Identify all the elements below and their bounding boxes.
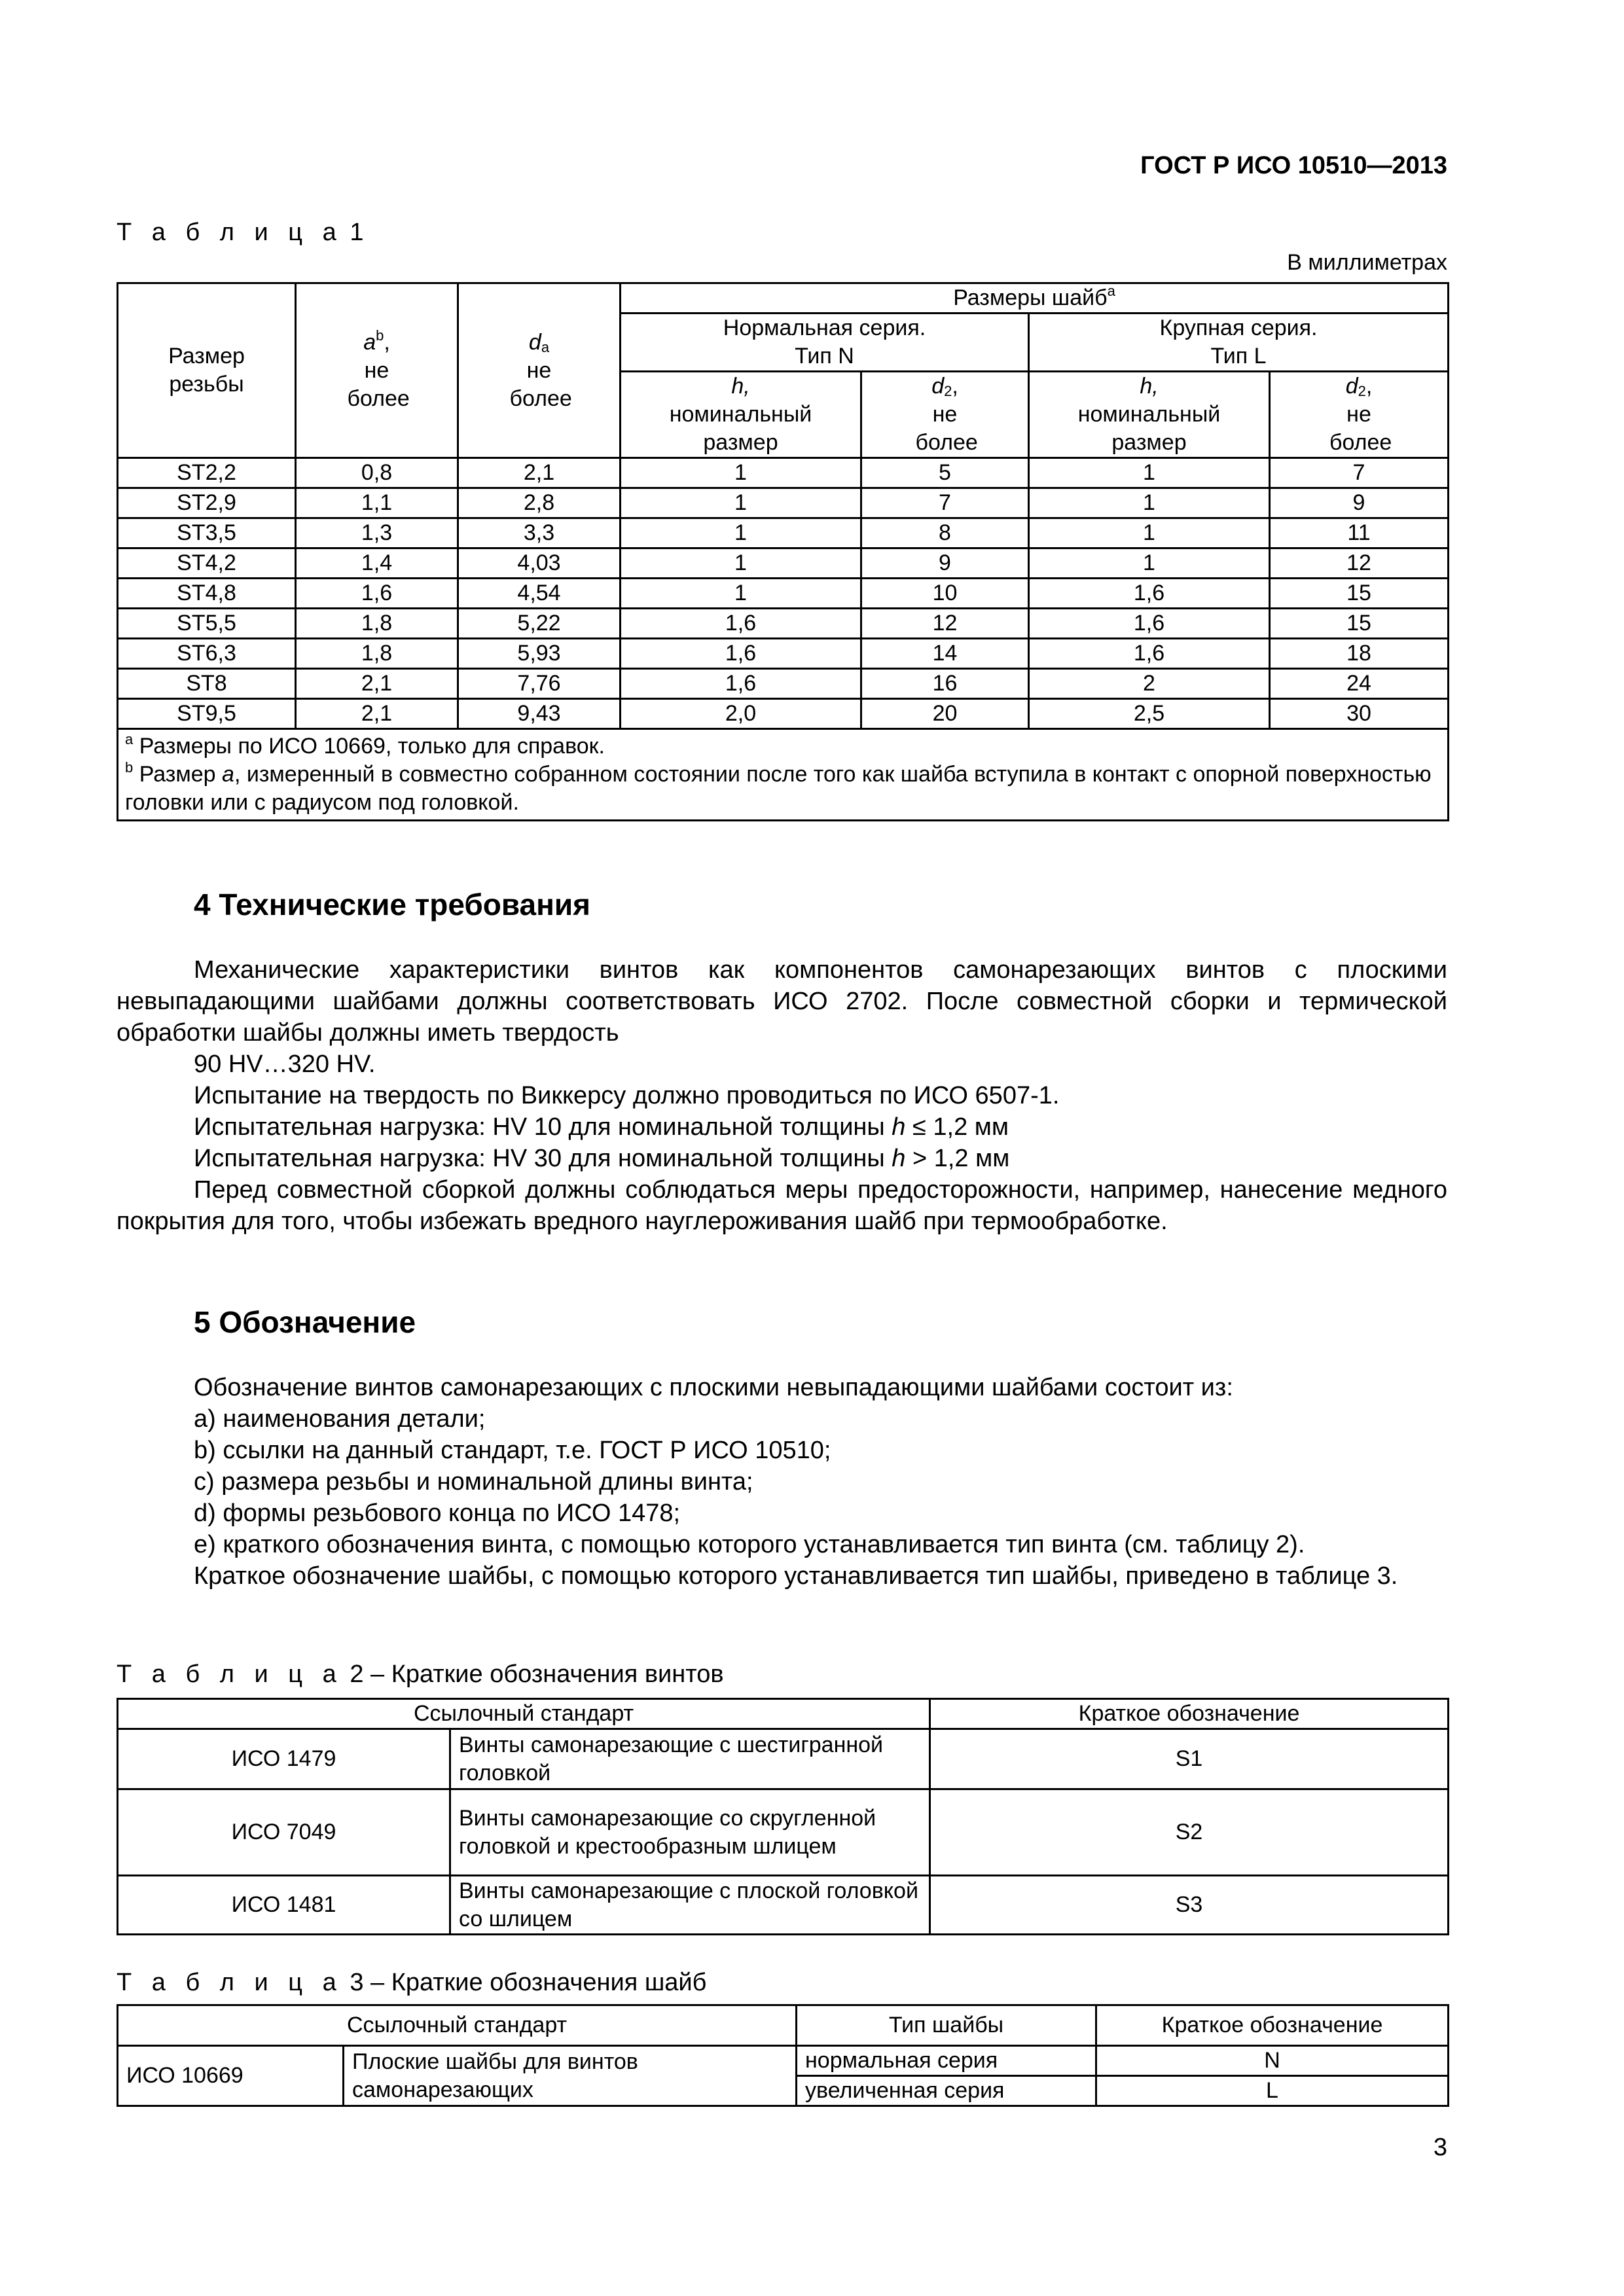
th-d2-normal: $d_2$, не более [861, 372, 1029, 458]
list-item: b) ссылки на данный стандарт, т.е. ГОСТ Р ИСО 10510; [194, 1437, 831, 1464]
th-h-large: h, номинальный размер [1029, 372, 1270, 458]
table1-footnotes: $^a$ Размеры по ИСО 10669, только для справок. $^b$ Размер a, измеренный в совместно собранном состоянии после того как шайба вступила в контакт с опорной поверхностью головки или с радиусом под головкой. [118, 729, 1449, 821]
hardness-range: 90 HV…320 HV. [194, 1050, 376, 1078]
table-row: ST5,5 1,8 5,22 1,6 12 1,6 15 [118, 609, 1449, 639]
th-short-code: Краткое обозначение [1096, 2005, 1449, 2046]
table-row: ST2,9 1,1 2,8 1 7 1 9 [118, 488, 1449, 518]
list-item: d) формы резьбового конца по ИСО 1478; [194, 1499, 681, 1527]
th-ref-standard: Ссылочный стандарт [118, 2005, 797, 2046]
table1 [117, 282, 1449, 821]
vickers-test: Испытание на твердость по Виккерсу должно проводиться по ИСО 6507-1. [194, 1082, 1060, 1109]
section4-paragraph-last: Перед совместной сборкой должны соблюдаться меры предосторожности, например, нанесение медного покрытия для того, чтобы избежать вредного науглероживания шайб при термообработке. [117, 1176, 1447, 1235]
table2-caption: Т а б л и ц а 2 – Краткие обозначения винтов [117, 1660, 724, 1688]
table-row: ИСО 1481 Винты самонарезающие с плоской головкой со шлицем S3 [118, 1876, 1449, 1935]
th-washer-dims: Размеры шайб$^a$ [621, 283, 1449, 314]
table-row: ST4,8 1,6 4,54 1 10 1,6 15 [118, 579, 1449, 609]
table1-units: В миллиметрах [1287, 250, 1447, 275]
th-short-code: Краткое обозначение [930, 1699, 1449, 1729]
section4-paragraph-1: Механические характеристики винтов как компонентов самонарезающих винтов с плоскими невыпадающими шайбами должны соответствовать ИСО 2702. После совместной сборки и термической обработки шайбы должны иметь твердость [117, 956, 1447, 1047]
table-row: ST4,2 1,4 4,03 1 9 1 12 [118, 548, 1449, 579]
th-normal-series: Нормальная серия. Тип N [621, 314, 1029, 372]
th-ref-standard: Ссылочный стандарт [118, 1699, 930, 1729]
table-row: ИСО 1479 Винты самонарезающие с шестигранной головкой S1 [118, 1729, 1449, 1789]
list-item: e) краткого обозначения винта, с помощью которого устанавливается тип винта (см. таблицу 2). [194, 1531, 1305, 1558]
th-washer-type: Тип шайбы [797, 2005, 1096, 2046]
test-load-1: Испытательная нагрузка: HV 10 для номинальной толщины h ≤ 1,2 мм [194, 1113, 1009, 1141]
th-da: $d_a$ не более [458, 283, 621, 458]
table-row: ИСО 10669 Плоские шайбы для винтов самонарезающих нормальная серия N [118, 2046, 1449, 2076]
list-item: a) наименования детали; [194, 1405, 486, 1433]
document-header: ГОСТ Р ИСО 10510—2013 [1140, 152, 1447, 179]
table2 [117, 1698, 1449, 1935]
table-row: ST2,2 0,8 2,1 1 5 1 7 [118, 458, 1449, 488]
table-row: ST3,5 1,3 3,3 1 8 1 11 [118, 518, 1449, 548]
table-row: ST9,5 2,1 9,43 2,0 20 2,5 30 [118, 699, 1449, 729]
table3 [117, 2004, 1449, 2107]
section5-washer-paragraph: Краткое обозначение шайбы, с помощью которого устанавливается тип шайбы, приведено в таблице 3. [194, 1562, 1398, 1590]
th-h-normal: h, номинальный размер [621, 372, 861, 458]
table-row: ИСО 7049 Винты самонарезающие со скругленной головкой и крестообразным шлицем S2 [118, 1789, 1449, 1876]
th-large-series: Крупная серия. Тип L [1029, 314, 1449, 372]
section5-intro: Обозначение винтов самонарезающих с плоскими невыпадающими шайбами состоит из: [194, 1374, 1233, 1401]
table-row: ST8 2,1 7,76 1,6 16 2 24 [118, 669, 1449, 699]
th-a: $a^b$, не более [296, 283, 458, 458]
th-thread: Размер резьбы [118, 283, 296, 458]
test-load-2: Испытательная нагрузка: HV 30 для номинальной толщины h > 1,2 мм [194, 1145, 1010, 1172]
table3-caption: Т а б л и ц а 3 – Краткие обозначения шайб [117, 1969, 707, 1996]
th-d2-large: $d_2$, не более [1270, 372, 1449, 458]
table-row: ST6,3 1,8 5,93 1,6 14 1,6 18 [118, 639, 1449, 669]
list-item: c) размера резьбы и номинальной длины винта; [194, 1468, 753, 1496]
page-number: 3 [1433, 2134, 1447, 2161]
section5-heading: 5 Обозначение [194, 1305, 416, 1339]
table-row: увеличенная серия L [118, 2076, 1449, 2106]
section4-heading: 4 Технические требования [194, 888, 590, 922]
table1-caption: Т а б л и ц а 1 [117, 219, 364, 246]
